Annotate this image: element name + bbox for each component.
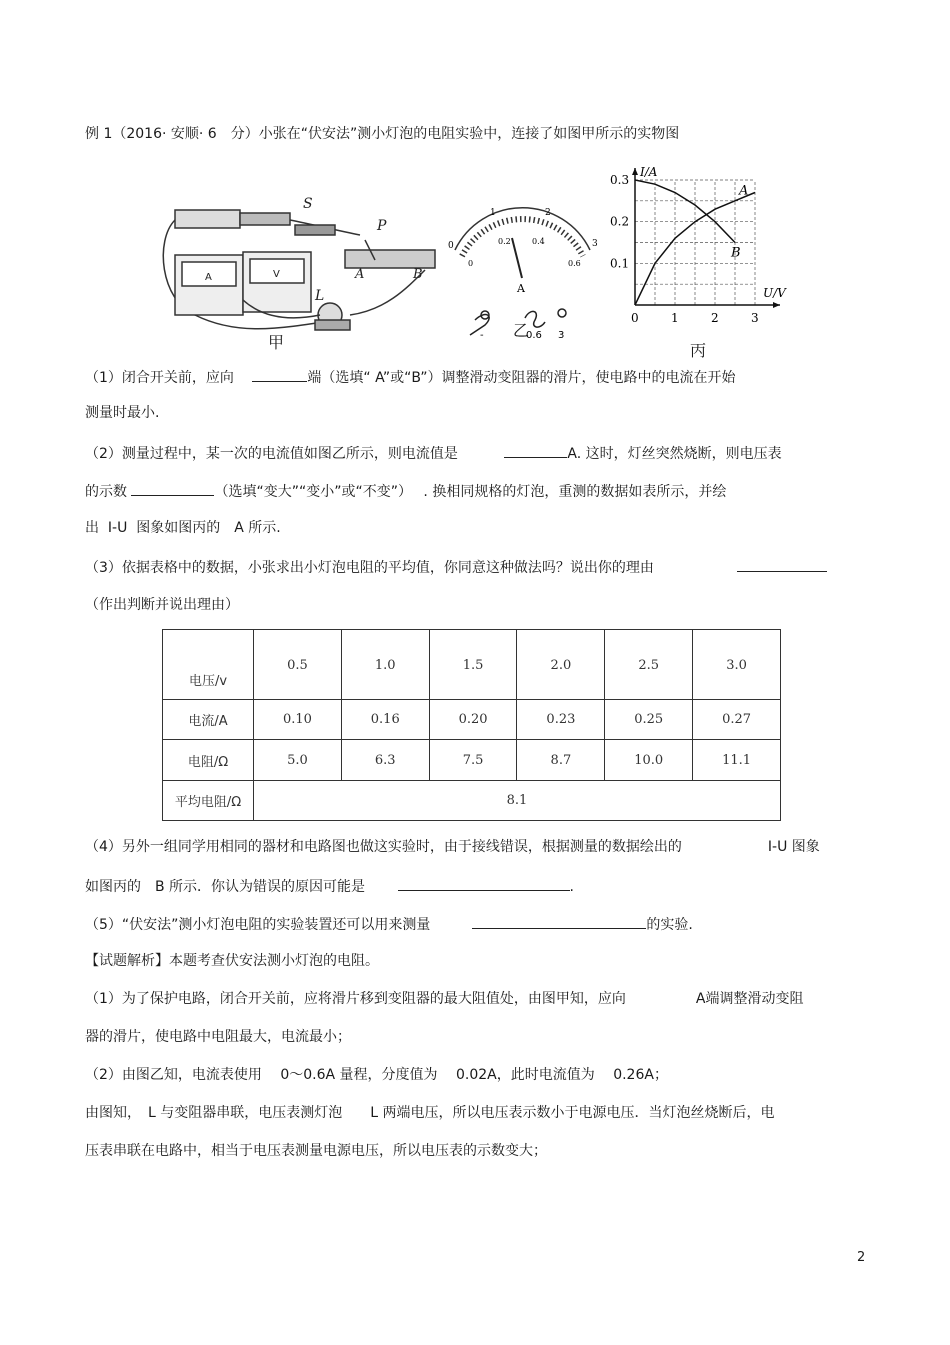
q2-answer-blank-2[interactable] <box>131 481 214 496</box>
table-cell: 7.5 <box>429 740 517 781</box>
analysis-2-line2: 由图知， L 与变阻器串联，电压表测灯泡 L 两端电压，所以电压表示数小于电源电压．当灯泡丝烧断后，电 <box>85 1105 775 1121</box>
q4-line2 <box>85 876 574 896</box>
q3-line1 <box>85 557 827 577</box>
table-cell: 2.0 <box>517 630 605 700</box>
series-label-A: A <box>739 183 749 199</box>
x-tick-label: 1 <box>671 311 679 325</box>
table-cell: 0.20 <box>429 700 517 740</box>
terminal-3: 3 <box>558 330 565 341</box>
dial-top-1: 1 <box>490 208 496 218</box>
analysis-1-line1 <box>85 990 803 1008</box>
figures-area <box>150 160 810 360</box>
q2-line1 <box>85 443 782 463</box>
y-tick-label: 0.1 <box>610 256 630 271</box>
q1-answer-blank[interactable] <box>252 367 307 382</box>
figure-yi-label: 乙 <box>513 321 530 340</box>
q4-answer-blank[interactable] <box>398 876 570 891</box>
table-row <box>163 700 781 740</box>
q1-line1 <box>85 367 736 387</box>
x-axis-label: U/V <box>763 286 786 300</box>
q5-text-b: 的实验. <box>646 917 693 933</box>
q2-line2 <box>85 481 726 501</box>
dial-bottom-0.4: 0.4 <box>532 237 545 246</box>
q3-text-a: （3）依据表格中的数据，小张求出小灯泡电阻的平均值，你同意这种做法吗？说出你的理由 <box>85 560 654 576</box>
dial-top-0: 0 <box>448 241 454 251</box>
q2-line3: 出 I-U 图象如图丙的 A 所示. <box>85 520 281 536</box>
table-cell: 0.5 <box>254 630 342 700</box>
series-line-B <box>635 180 735 243</box>
circuit-figure <box>155 180 445 350</box>
table-cell: 3.0 <box>693 630 781 700</box>
terminal-0.6: 0.6 <box>526 330 542 341</box>
avg-resistance-value: 8.1 <box>254 781 781 821</box>
dial-bottom-0.2: 0.2 <box>498 237 511 246</box>
q4-text-c: 如图丙的 B 所示．你认为错误的原因可能是 <box>85 879 366 895</box>
q2-answer-blank-1[interactable] <box>504 443 567 458</box>
terminal-negative: - <box>480 330 484 341</box>
table-row <box>163 740 781 781</box>
analysis-title: 【试题解析】本题考查伏安法测小灯泡的电阻。 <box>85 953 379 969</box>
circuit-label-S: S <box>303 196 313 212</box>
dial-top-3: 3 <box>592 239 598 249</box>
q4-line1 <box>85 838 820 856</box>
q4-text-a: （4）另外一组同学用相同的器材和电路图也做这实验时，由于接线错误，根据测量的数据绘出的 <box>85 839 682 855</box>
analysis-2-line3: 压表串联在电路中，相当于电压表测量电源电压，所以电压表的示数变大； <box>85 1143 547 1159</box>
dial-pointer-label: A <box>517 282 525 295</box>
table-cell: 0.25 <box>605 700 693 740</box>
y-axis-label: I/A <box>640 165 658 179</box>
table-row <box>163 781 781 821</box>
analysis-1-text-b: A端调整滑动变阻 <box>695 991 804 1007</box>
circuit-label-P: P <box>377 218 387 234</box>
q1-text-a: （1）闭合开关前，应向 <box>85 370 234 386</box>
table-cell: 2.5 <box>605 630 693 700</box>
y-tick-label: 0.2 <box>610 214 630 229</box>
circuit-label-B: B <box>413 267 423 282</box>
q5-answer-blank[interactable] <box>472 914 646 929</box>
row-label-voltage: 电压/v <box>163 630 254 700</box>
row-label-resistance: 电阻/Ω <box>163 740 254 781</box>
q4-text-b: I-U 图象 <box>767 839 820 855</box>
q2-text-c: 的示数 <box>85 484 127 500</box>
q4-text-d: . <box>569 879 574 895</box>
question-intro: 例 1（2016· 安顺· 6 分）小张在“伏安法”测小灯泡的电阻实验中，连接了如图甲所示的实物图 <box>85 126 680 142</box>
circuit-label-L: L <box>315 288 325 304</box>
table-cell: 10.0 <box>605 740 693 781</box>
figure-jia-label: 甲 <box>268 333 285 352</box>
ammeter-label: A <box>205 272 212 283</box>
table-cell: 6.3 <box>341 740 429 781</box>
y-tick-label: 0.3 <box>610 173 630 187</box>
q3-answer-blank[interactable] <box>737 557 827 572</box>
dial-bottom-0.6: 0.6 <box>568 259 581 268</box>
x-tick-label: 3 <box>751 311 759 325</box>
analysis-2-line1: （2）由图乙知，电流表使用 0～0.6A 量程，分度值为 0.02A，此时电流值为 0.26A； <box>85 1067 668 1083</box>
table-row <box>163 630 781 700</box>
table-cell: 0.27 <box>693 700 781 740</box>
y-axis-arrow <box>632 168 638 175</box>
q2-text-b: A. 这时，灯丝突然烧断，则电压表 <box>567 446 782 462</box>
table-cell: 1.5 <box>429 630 517 700</box>
series-label-B: B <box>731 245 741 261</box>
q1-line2: 测量时最小. <box>85 405 160 421</box>
circuit-label-A: A <box>355 267 365 282</box>
q5-line1 <box>85 914 693 934</box>
voltmeter-label: V <box>273 269 280 280</box>
measurement-table <box>162 629 781 821</box>
x-tick-label: 0 <box>631 311 639 325</box>
analysis-1-text-a: （1）为了保护电路，闭合开关前，应将滑片移到变阻器的最大阻值处，由图甲知，应向 <box>85 991 626 1007</box>
q2-text-d: （选填“变大”“变小”或“不变”） . 换相同规格的灯泡，重测的数据如表所示，并绘 <box>214 484 727 500</box>
table-cell: 8.7 <box>517 740 605 781</box>
row-label-avg-resistance: 平均电阻/Ω <box>163 781 254 821</box>
row-label-current: 电流/A <box>163 700 254 740</box>
x-axis-arrow <box>773 302 780 308</box>
table-cell: 11.1 <box>693 740 781 781</box>
q2-text-a: （2）测量过程中，某一次的电流值如图乙所示，则电流值是 <box>85 446 458 462</box>
table-cell: 0.10 <box>254 700 342 740</box>
q1-text-b: 端（选填“ A”或“B”）调整滑动变阻器的滑片，使电路中的电流在开始 <box>307 370 736 386</box>
table-cell: 0.23 <box>517 700 605 740</box>
ammeter-dial-figure <box>440 200 610 380</box>
table-cell: 1.0 <box>341 630 429 700</box>
page-number: 2 <box>857 1250 866 1265</box>
x-tick-label: 2 <box>711 311 719 325</box>
dial-bottom-0: 0 <box>468 259 474 268</box>
figure-bing-label: 丙 <box>690 341 707 360</box>
dial-top-2: 2 <box>545 208 551 218</box>
q3-line2: （作出判断并说出理由） <box>85 597 239 613</box>
table-cell: 5.0 <box>254 740 342 781</box>
table-cell: 0.16 <box>341 700 429 740</box>
analysis-1-line2: 器的滑片，使电路中电阻最大，电流最小； <box>85 1029 351 1045</box>
q5-text-a: （5）“伏安法”测小灯泡电阻的实验装置还可以用来测量 <box>85 917 431 933</box>
iu-chart <box>610 160 795 330</box>
